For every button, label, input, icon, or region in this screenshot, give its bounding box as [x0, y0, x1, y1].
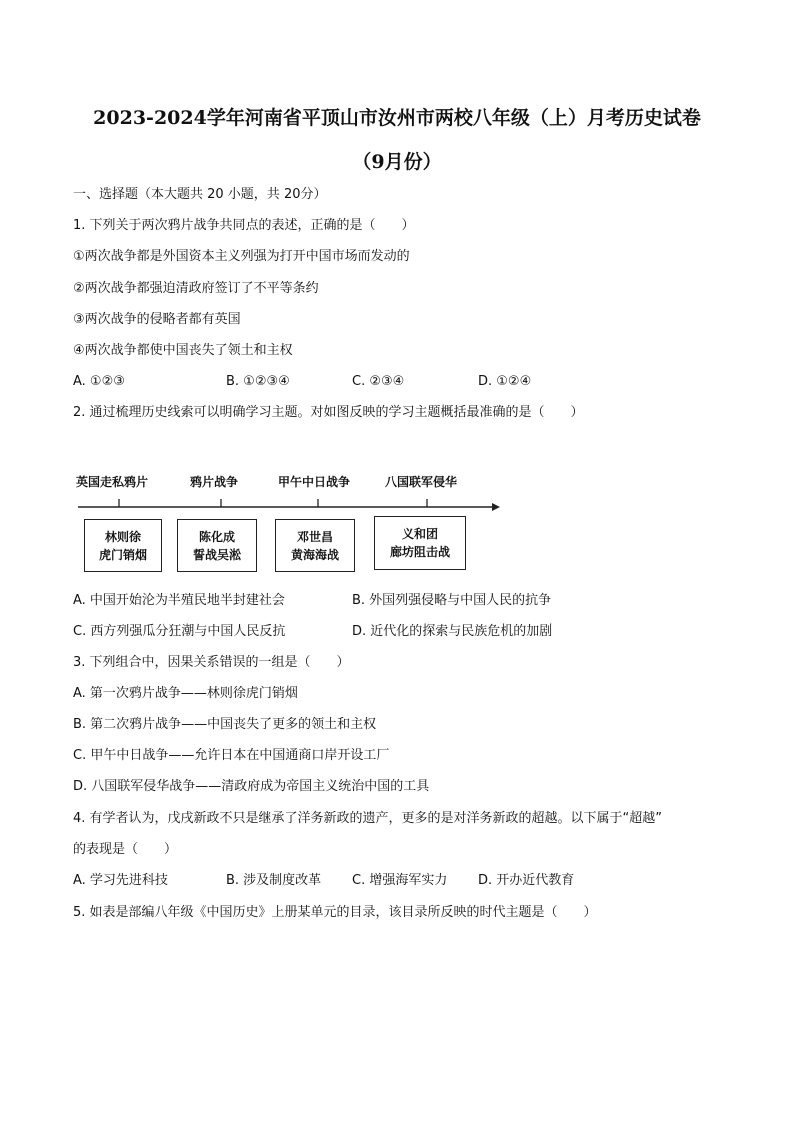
q1-statement-1: ①两次战争都是外国资本主义列强为打开中国市场而发动的: [73, 249, 410, 264]
timeline-box-1-line2: 虎门销烟: [98, 547, 147, 562]
timeline-box-1: [84, 519, 162, 572]
q4-option-a[interactable]: A. 学习先进科技: [73, 873, 168, 888]
q1-statement-2: ②两次战争都强迫清政府签订了不平等条约: [73, 281, 319, 296]
q4-option-c[interactable]: C. 增强海军实力: [352, 873, 448, 888]
q4-option-d[interactable]: D. 开办近代教育: [478, 873, 575, 888]
timeline-label-3: 甲午中日战争: [278, 475, 351, 489]
timeline-box-1-line1: 林则徐: [104, 529, 141, 544]
q5-stem: 5. 如表是部编八年级《中国历史》上册某单元的目录，该目录所反映的时代主题是（ ）: [73, 905, 597, 920]
q1-statement-4: ④两次战争都使中国丧失了领土和主权: [73, 343, 293, 358]
q1-statement-3: ③两次战争的侵略者都有英国: [73, 312, 241, 327]
q1-option-b[interactable]: B. ①②③④: [226, 374, 290, 389]
timeline-box-2-line2: 誓战吴淞: [192, 547, 241, 562]
section-heading: 一、选择题（本大题共 20 小题，共 20分）: [73, 187, 327, 202]
page-title-line2: （9月份）: [352, 151, 442, 173]
timeline-label-2: 鸦片战争: [190, 475, 239, 489]
timeline-box-4: [374, 516, 466, 570]
q2-option-d[interactable]: D. 近代化的探索与民族危机的加剧: [352, 624, 553, 639]
timeline-box-3-line2: 黄海海战: [290, 547, 339, 562]
q3-stem: 3. 下列组合中，因果关系错误的一组是（ ）: [73, 655, 350, 670]
q1-option-d[interactable]: D. ①②④: [478, 374, 532, 389]
q3-option-d[interactable]: D. 八国联军侵华战争——清政府成为帝国主义统治中国的工具: [73, 779, 430, 794]
q3-option-a[interactable]: A. 第一次鸦片战争——林则徐虎门销烟: [73, 686, 298, 701]
q2-stem: 2. 通过梳理历史线索可以明确学习主题。对如图反映的学习主题概括最准确的是（ ）: [73, 405, 584, 420]
timeline-box-2-line1: 陈化成: [198, 529, 235, 544]
q3-option-c[interactable]: C. 甲午中日战争——允许日本在中国通商口岸开设工厂: [73, 748, 390, 763]
timeline-box-2: [177, 519, 257, 572]
timeline-arrow: [492, 503, 500, 511]
timeline-box-3: [275, 519, 355, 572]
q1-option-a[interactable]: A. ①②③: [73, 374, 125, 389]
q1-stem: 1. 下列关于两次鸦片战争共同点的表述，正确的是（ ）: [73, 218, 415, 233]
q2-option-c[interactable]: C. 西方列强瓜分狂潮与中国人民反抗: [73, 624, 286, 639]
q2-option-a[interactable]: A. 中国开始沦为半殖民地半封建社会: [73, 593, 285, 608]
q3-option-b[interactable]: B. 第二次鸦片战争——中国丧失了更多的领土和主权: [73, 717, 377, 732]
q4-stem-line2: 的表现是（ ）: [73, 842, 178, 857]
page-title-line1: 2023-2024学年河南省平顶山市汝州市两校八年级（上）月考历史试卷: [93, 107, 701, 129]
q1-option-c[interactable]: C. ②③④: [352, 374, 405, 389]
timeline-box-4-line1: 义和团: [401, 527, 438, 541]
timeline-label-1: 英国走私鸦片: [76, 475, 149, 489]
timeline-label-4: 八国联军侵华: [385, 475, 458, 489]
q2-option-b[interactable]: B. 外国列强侵略与中国人民的抗争: [352, 593, 552, 608]
q4-option-b[interactable]: B. 涉及制度改革: [226, 873, 322, 888]
timeline-box-4-line2: 廊坊阻击战: [389, 545, 450, 559]
timeline-box-3-line1: 邓世昌: [296, 529, 333, 544]
q4-stem-line1: 4. 有学者认为，戊戌新政不只是继承了洋务新政的遗产，更多的是对洋务新政的超越。以下属于“超越”: [73, 811, 663, 826]
